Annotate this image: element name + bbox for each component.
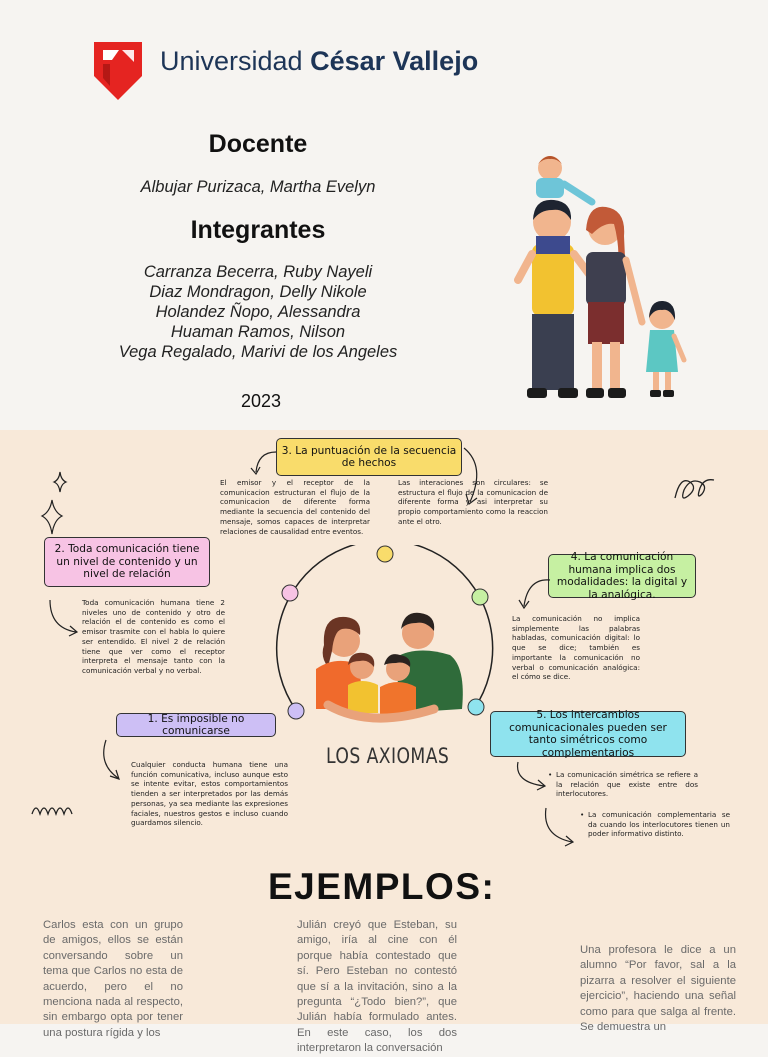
university-name: Universidad César Vallejo: [160, 46, 479, 76]
curved-arrow-icon: [46, 598, 80, 638]
sparkle-icon: [40, 468, 70, 538]
bullet-icon: •: [548, 770, 553, 779]
axiom-4-heading: 4. La comunicación humana implica dos modalidades: la digital y la analógica.: [548, 554, 696, 598]
zigzag-doodle-icon: [30, 800, 76, 820]
family-illustration: [500, 150, 700, 405]
curved-arrow-icon: [248, 448, 278, 478]
example-2-text: Julián creyó que Esteban, su amigo, iría al cine con él porque había contestado que sí. Pero Esteban no contestó que sí a la invitación, sino a la pregunta “¿Todo bien?”, que Julián había formulado antes. En este caso, los dos interpretaron la conversación: [297, 919, 457, 1055]
axiom-1-text: Cualquier conducta humana tiene una función comunicativa, incluso aunque esto se intente evitar, estos comportamientos tienden a ser interpretados por las demás personas, ya sea mediante las expresiones faciales, nuestros gestos e incluso cuando guardamos silencio.: [131, 760, 288, 828]
curved-arrow-icon: [98, 738, 124, 784]
axiom-3-text-right: Las interaciones son circulares: se estructura el flujo de la comunicacion de diferente forma y asi interpretar su propio comportamiento como la reaccion ante el otro.: [398, 478, 548, 526]
curved-arrow-icon: [516, 576, 552, 612]
family-hug-illustration: [300, 605, 470, 730]
docente-name: Albujar Purizaca, Martha Evelyn: [140, 178, 376, 196]
example-3-text: Una profesora le dice a un alumno “Por favor, sal a la pizarra a resolver el siguiente ejercicio”, haciendo una señal como para que salga al frente. Se demuestra un: [580, 944, 736, 1034]
axiom-dot-left: [282, 585, 298, 601]
axiom-dot-top: [377, 546, 393, 562]
member-name: Diaz Mondragon, Delly Nikole: [149, 283, 367, 301]
member-name: Vega Regalado, Marivi de los Angeles: [118, 343, 398, 361]
axioms-title: LOS AXIOMAS: [326, 744, 450, 768]
examples-heading: EJEMPLOS:: [268, 866, 496, 907]
member-name: Holandez Ñopo, Alessandra: [155, 303, 361, 321]
axiom-dot-right: [472, 589, 488, 605]
axiom-2-text: Toda comunicación humana tiene 2 niveles uno de contenido y otro de relación el de contenido es como el emisor trasmite con el habla lo quiere ser entendido. El nivel 2 de relación tiene que ver como el receptor interpreta el mensaje tanto con la comunicación verbal y no verbal.: [82, 598, 225, 675]
curved-arrow-icon: [540, 806, 576, 848]
loop-doodle-icon: [672, 472, 720, 506]
axiom-3-heading: 3. La puntuación de la secuencia de hechos: [276, 438, 462, 476]
example-1-text: Carlos esta con un grupo de amigos, ellos se están conversando sobre un tema que Carlos no esta de acuerdo, pero el no menciona nada al respecto, sin embargo opta por tener una postura rígida y los: [43, 919, 183, 1039]
docente-heading: Docente: [208, 130, 308, 158]
axiom-1-heading: 1. Es imposible no comunicarse: [116, 713, 276, 737]
member-name: Carranza Becerra, Ruby Nayeli: [143, 263, 373, 281]
integrantes-heading: Integrantes: [190, 216, 326, 244]
axiom-5-bullet-1: • La comunicación simétrica se refiere a la relación que existe entre dos interlocutores.: [548, 770, 698, 799]
university-shield-logo: [94, 42, 142, 100]
year: 2023: [240, 391, 282, 411]
bullet-icon: •: [580, 810, 585, 819]
axiom-dot-bottom-right: [468, 699, 484, 715]
curved-arrow-icon: [512, 760, 548, 794]
axiom-2-heading: 2. Toda comunicación tiene un nivel de contenido y un nivel de relación: [44, 537, 210, 587]
member-name: Huaman Ramos, Nilson: [170, 323, 346, 341]
axiom-4-text: La comunicación no implica simplemente las palabras habladas, comunicación digital: lo que se dice; también es importante la comunicación no verbal o comunicación analógica: el cómo se dice.: [512, 614, 640, 682]
axiom-3-text-left: El emisor y el receptor de la comunicacion estructuran el flujo de la comunicacion de diferente forma mediante la secuencia del contenido del mensaje, somos capaces de interpretar relaciones de causalidad entre eventos.: [220, 478, 370, 536]
axiom-5-heading: 5. Los intercambios comunicacionales pueden ser tanto simétricos como complementarios: [490, 711, 686, 757]
cover-section: [0, 0, 768, 430]
axiom-5-bullet-2: • La comunicación complementaria se da cuando los interlocutores tienen un poder informativo distinto.: [580, 810, 730, 839]
